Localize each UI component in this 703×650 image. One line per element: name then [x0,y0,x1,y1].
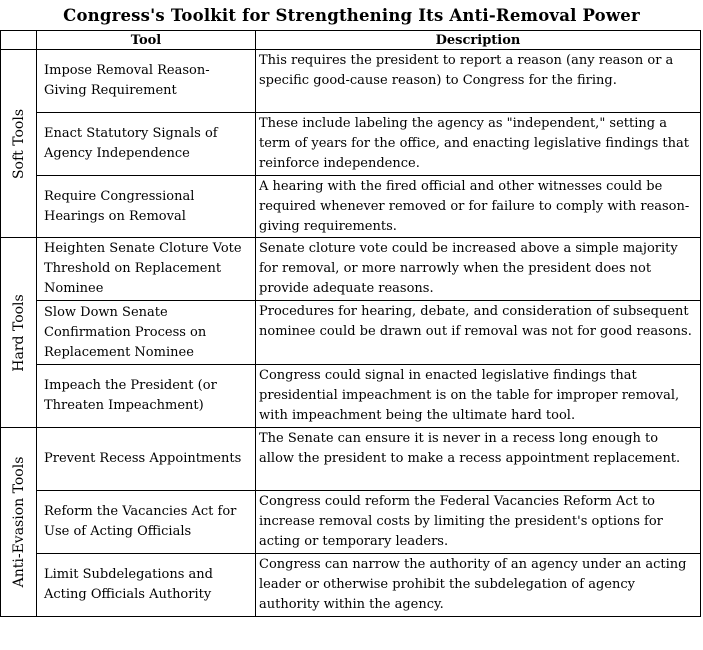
category-label: Anti-Evasion Tools [10,456,27,588]
tool-cell: Reform the Vacancies Act for Use of Acting Officials [37,491,256,554]
table-row [1,238,701,301]
tool-cell: Slow Down Senate Confirmation Process on Replacement Nominee [37,301,256,365]
tool-cell: Impeach the President (or Threaten Impeachment) [37,365,256,428]
tool-cell: Prevent Recess Appointments [37,428,256,491]
description-cell [256,491,701,554]
table-row [1,113,701,176]
table-row [1,301,701,365]
description-text: This requires the president to report a reason (any reason or a specific good-cause reason) to Congress for the firing. [259,53,674,88]
tool-cell: Heighten Senate Cloture Vote Threshold on Replacement Nominee [37,238,256,301]
header-row [1,31,701,50]
description-text: Congress can narrow the authority of an agency under an acting leader or otherwise prohibit the subdelegation of agency authority within the agency. [259,557,687,612]
tool-cell: Impose Removal Reason-Giving Requirement [37,50,256,113]
description-text: A hearing with the fired official and other witnesses could be required whenever removed or for failure to comply with reason-giving requirements. [259,179,690,234]
header-tool: Tool [37,31,256,50]
header-category [1,31,37,50]
table-row [1,365,701,428]
category-label: Hard Tools [10,293,27,372]
description-cell [256,238,701,301]
description-text: The Senate can ensure it is never in a recess long enough to allow the president to make a recess appointment replacement. [259,431,681,466]
table-row [1,554,701,617]
toolkit-table [0,30,701,617]
description-text: These include labeling the agency as "independent," setting a term of years for the office, and enacting legislative findings that reinforce independence. [259,116,689,171]
category-cell [1,428,37,617]
description-cell [256,365,701,428]
table-row [1,428,701,491]
description-cell [256,428,701,491]
description-cell [256,176,701,238]
category-cell [1,50,37,238]
description-text: Senate cloture vote could be increased above a simple majority for removal, or more narrowly when the president does not provide adequate reasons. [259,241,678,296]
description-text: Congress could signal in enacted legislative findings that presidential impeachment is on the table for improper removal, with impeachment being the ultimate hard tool. [259,368,680,423]
tool-cell: Enact Statutory Signals of Agency Independence [37,113,256,176]
description-text: Procedures for hearing, debate, and consideration of subsequent nominee could be drawn out if removal was not for good reasons. [259,304,692,339]
description-cell [256,113,701,176]
header-description: Description [256,31,701,50]
category-label: Soft Tools [10,108,27,179]
tool-cell: Require Congressional Hearings on Removal [37,176,256,238]
table-row [1,176,701,238]
description-cell [256,50,701,113]
table-row [1,50,701,113]
tool-cell: Limit Subdelegations and Acting Officials Authority [37,554,256,617]
table-row [1,491,701,554]
category-cell [1,238,37,428]
description-cell [256,554,701,617]
description-text: Congress could reform the Federal Vacancies Reform Act to increase removal costs by limiting the president's options for acting or temporary leaders. [259,494,663,549]
description-cell [256,301,701,365]
table-title: Congress's Toolkit for Strengthening Its Anti-Removal Power [63,6,640,25]
